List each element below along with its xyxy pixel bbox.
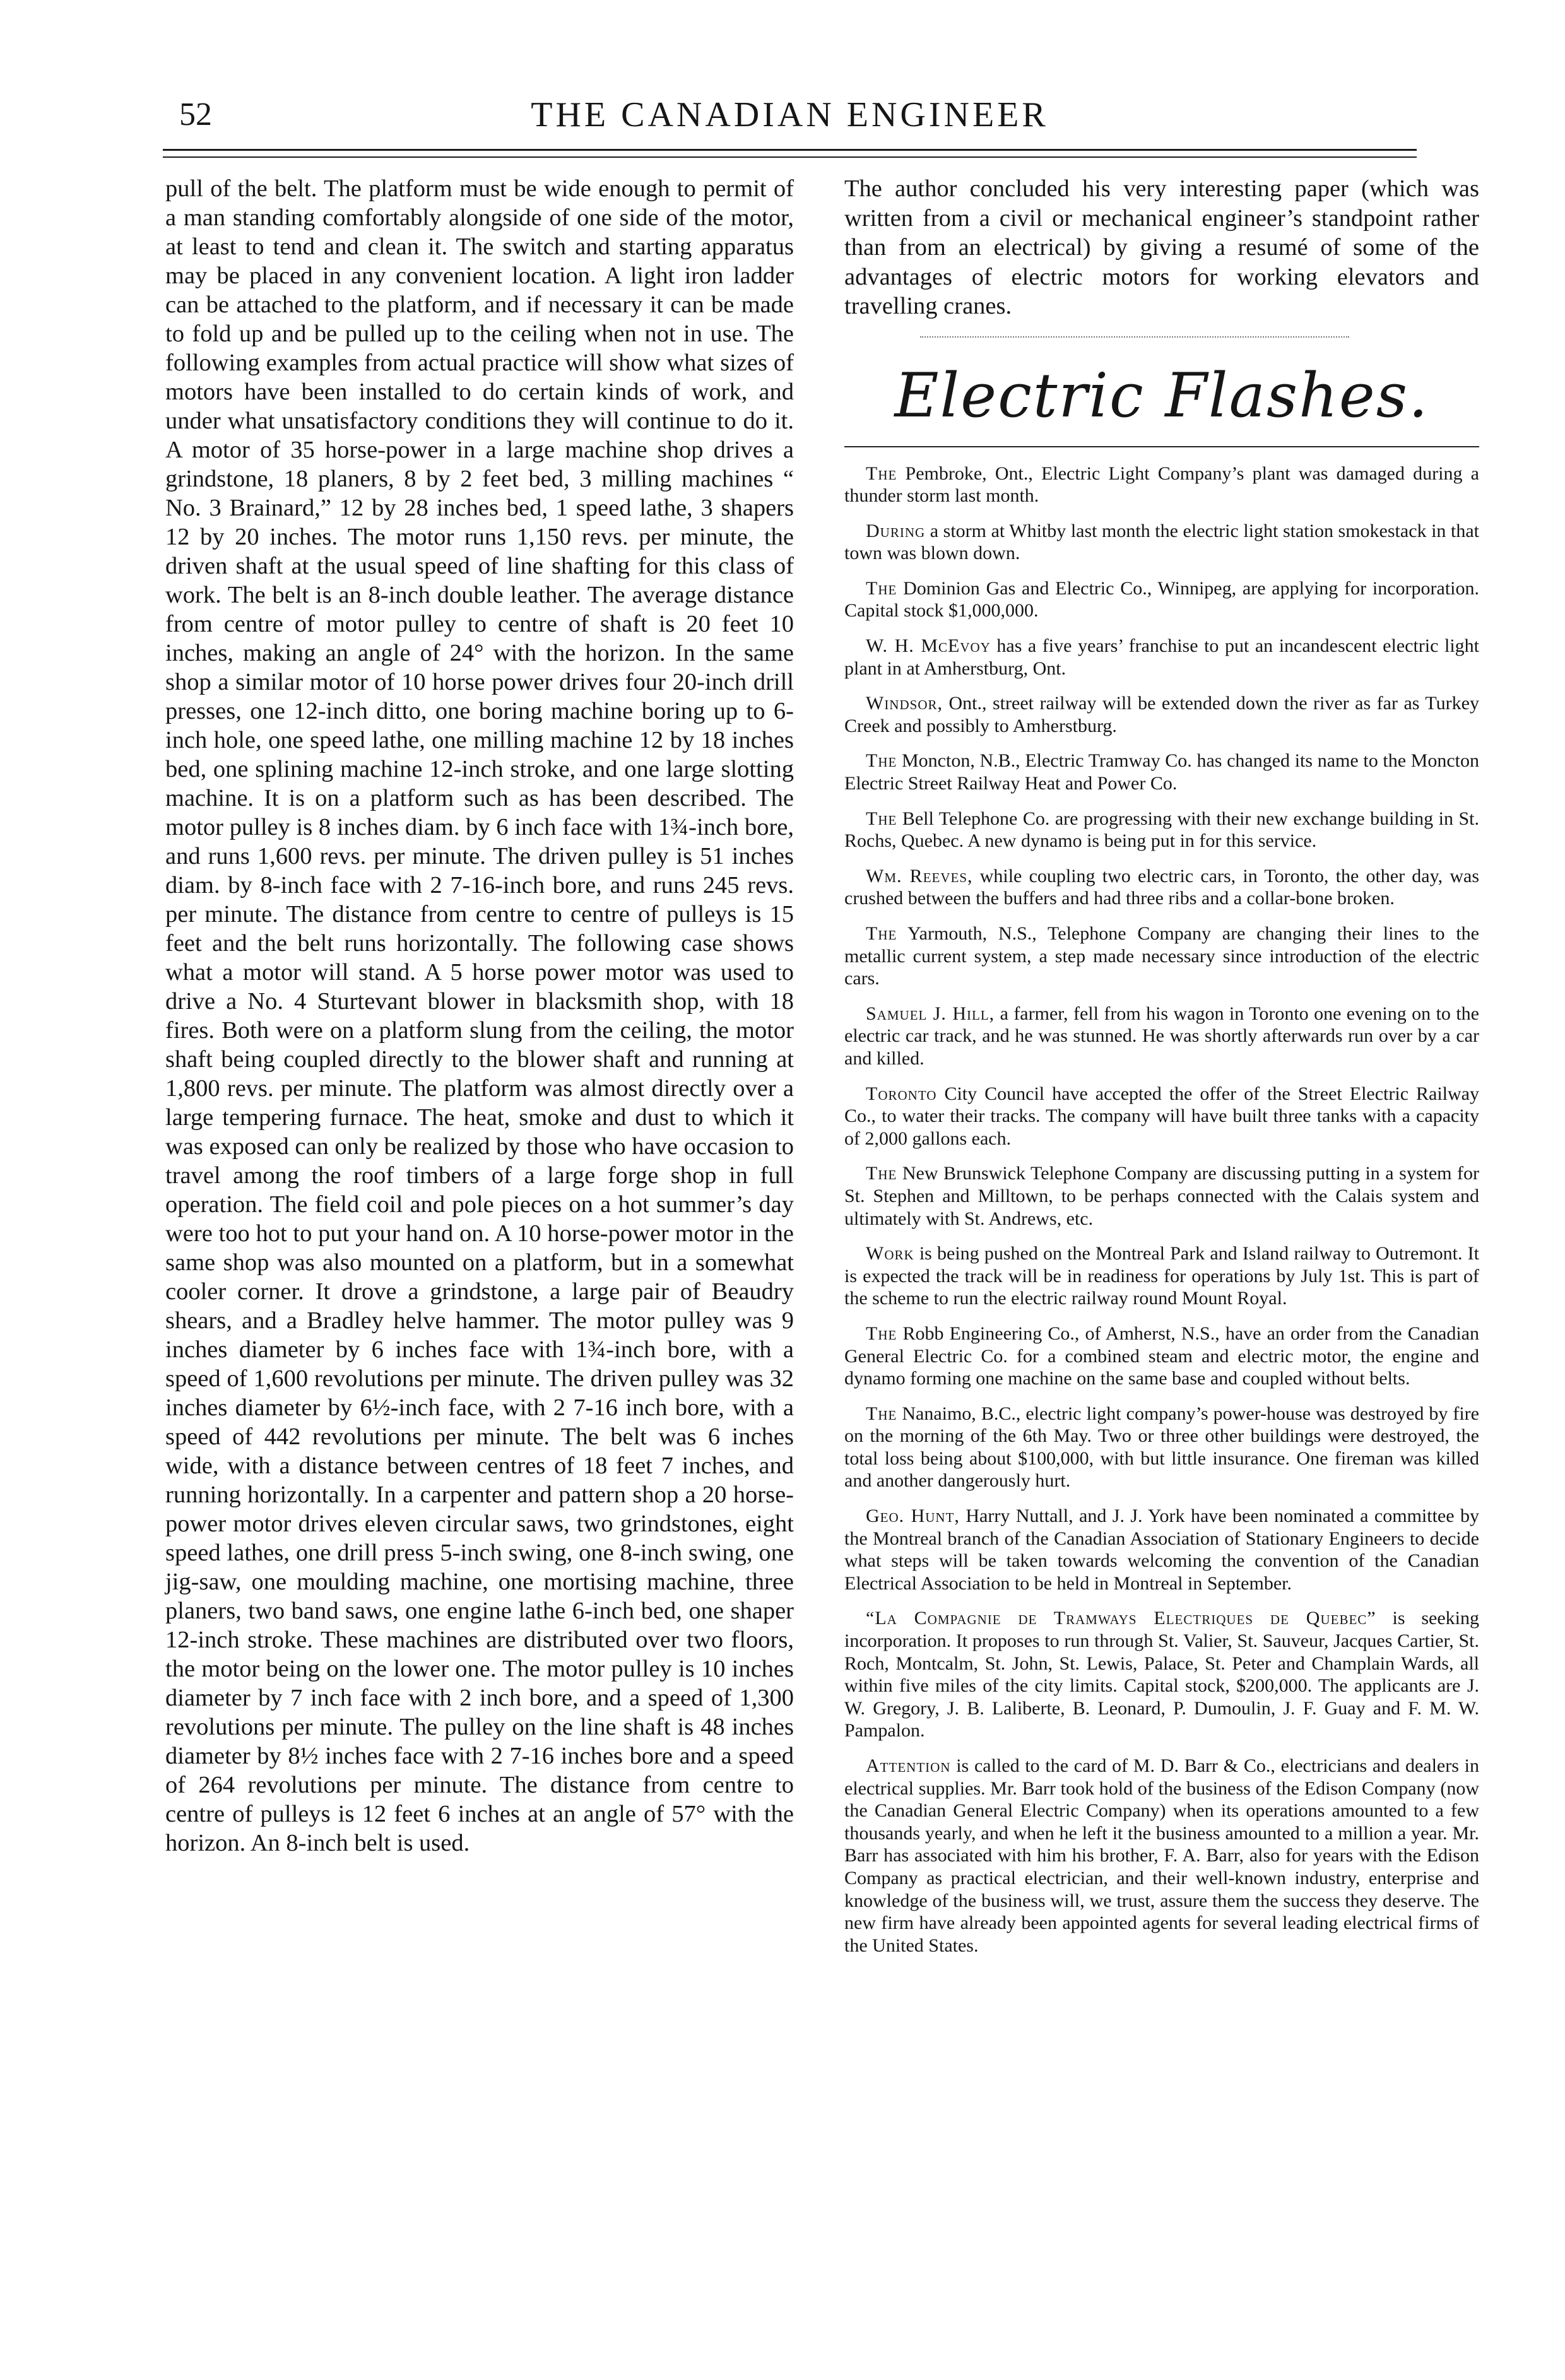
news-item-text: City Council have accepted the offer of the Street Electric Railway Co., to water their tracks. The company will have built three tanks with a capacity of 2,000 gallons each. (844, 1083, 1479, 1149)
news-item-lead: The (866, 750, 897, 772)
news-item-text: Ont., street railway will be extended down the river as far as Turkey Creek and possibly to Amherstburg. (844, 693, 1479, 736)
news-item-lead: Wm. Reeves, (866, 865, 973, 887)
news-item-lead: The (866, 462, 897, 484)
news-item-lead: The (866, 1403, 897, 1424)
news-item (844, 852, 1479, 910)
news-item-lead: Work (866, 1243, 914, 1264)
news-item-text: is being pushed on the Montreal Park and Island railway to Outremont. It is expected the track will be in readiness for operations by July 1st. This is part of the scheme to run the electric railway round Mount Royal. (844, 1243, 1479, 1309)
news-item (844, 990, 1479, 1070)
news-item-lead: Toronto (866, 1083, 937, 1104)
news-item-text: Pembroke, Ont., Electric Light Company’s plant was damaged during a thunder storm last month. (844, 462, 1479, 507)
news-item (844, 1230, 1479, 1310)
news-item-lead: The (866, 1323, 897, 1344)
news-item-lead: W. H. McEvoy (866, 635, 991, 657)
news-item (844, 795, 1479, 852)
section-title: Electric Flashes. (894, 360, 1429, 431)
news-item-lead: Geo. Hunt, (866, 1505, 960, 1527)
news-item (844, 622, 1479, 680)
page-header (163, 95, 1417, 145)
news-item-lead: The (866, 1163, 897, 1184)
news-item (844, 680, 1479, 737)
news-item-lead: Samuel J. Hill, (866, 1003, 995, 1024)
news-item (844, 910, 1479, 990)
news-item (844, 1492, 1479, 1594)
news-item-text: Harry Nuttall, and J. J. York have been nominated a committee by the Montreal branch of the Canadian Association of Stationary Engineers to decide what steps will be taken towards welcoming the convention of the Canadian Electrical Association to be held in Montreal in September. (844, 1505, 1479, 1594)
news-item-text: while coupling two electric cars, in Toronto, the other day, was crushed between the buffers and had three ribs and a collar-bone broken. (844, 865, 1480, 909)
news-item-text: has a five years’ franchise to put an incandescent electric light plant in at Amherstburg, Ont. (844, 635, 1479, 679)
news-item-lead: Attention (866, 1755, 951, 1776)
header-rule (163, 149, 1417, 151)
news-item-text: is called to the card of M. D. Barr & Co., electricians and dealers in electrical supplies. Mr. Barr took hold of the business of the Edison Company (now the Canadian General Electric Company) when its operations amounted to a few thousands yearly, and when he left it the business amounted to a million a year. Mr. Barr has associated with him his brother, F. A. Barr, also for years with the Edison Company as practical electrician, and their well-known industry, enterprise and knowledge of the business will, we trust, assure them the success they deserve. The new firm have already been appointed agents for several leading electrical firms of the United States. (844, 1755, 1479, 1956)
news-item (844, 737, 1479, 794)
news-item-text: Moncton, N.B., Electric Tramway Co. has changed its name to the Moncton Electric Street Railway Heat and Power Co. (844, 750, 1479, 794)
article-paragraph: pull of the belt. The platform must be wide enough to permit of a man standing comfortably alongside of one side of the motor, at least to tend and clean it. The switch and starting apparatus may be placed in any convenient location. A light iron ladder can be attached to the platform, and if necessary it can be made to fold up and be pulled up to the ceiling when not in use. The following examples from actual practice will show what sizes of motors have been installed to do certain kinds of work, and under what unsatisfactory conditions they will continue to do it. A motor of 35 horse-power in a large machine shop drives a grindstone, 18 planers, 8 by 2 feet bed, 3 milling machines “ No. 3 Brainard,” 12 by 28 inches bed, 1 speed lathe, 3 shapers 12 by 20 inches. The motor runs 1,150 revs. per minute, the driven shaft at the usual speed of line shafting for this class of work. The belt is an 8-inch double leather. The average distance from centre of motor pulley to centre of shaft is 20 feet 10 inches, making an angle of 24° with the horizon. In the same shop a similar motor of 10 horse power drives four 20-inch drill presses, one 12-inch ditto, one boring machine boring up to 6-inch hole, one speed lathe, one milling machine 12 by 18 inches bed, one splining machine 12-inch stroke, and one large slotting machine. It is on a platform such as has been described. The motor pulley is 8 inches diam. by 6 inch face with 1¾-inch bore, and runs 1,600 revs. per minute. The driven pulley is 51 inches diam. by 8-inch face with 2 7-16-inch bore, and runs 245 revs. per minute. The distance from centre to centre of pulleys is 15 feet and the belt runs horizontally. The following case shows what a motor will stand. A 5 horse power motor was used to drive a No. 4 Sturtevant blower in blacksmith shop, with 18 fires. Both were on a platform slung from the ceiling, the motor shaft being coupled directly to the blower shaft and running at 1,800 revs. per minute. The platform was almost directly over a large tempering furnace. The heat, smoke and dust to which it was exposed can only be realized by those who have occasion to travel among the roof timbers of a large forge shop in full operation. The field coil and pole pieces on a hot summer’s day were too hot to put your hand on. A 10 horse-power motor in the same shop was also mounted on a platform, but in a somewhat cooler corner. It drove a grindstone, a large pair of Beaudry shears, and a Bradley helve hammer. The motor pulley was 9 inches diameter by 6 inches face with 1¾-inch bore, with a speed of 1,600 revolutions per minute. The driven pulley was 32 inches diameter by 6½-inch face, with 2 7-16 inch bore, with a speed of 442 revolutions per minute. The belt was 6 inches wide, with a distance between centres of 18 feet 7 inches, and running horizontally. In a carpenter and pattern shop a 20 horse-power motor drives eleven circular saws, two grindstones, eight speed lathes, one drill press 5-inch swing, one 8-inch swing, one jig-saw, one moulding machine, one mortising machine, three planers, two band saws, one engine lathe 6-inch bed, one shaper 12-inch stroke. These machines are distributed over two floors, the motor being on the lower one. The motor pulley is 10 inches diameter by 7 inch face with 2 inch bore, and a speed of 1,300 revolutions per minute. The pulley on the line shaft is 48 inches diameter by 8½ inches face with 2 7-16 inches bore and a speed of 264 revolutions per minute. The distance from centre to centre of pulleys is 12 feet 6 inches at an angle of 57° with the horizon. An 8-inch belt is used. (165, 175, 794, 1856)
news-item-lead: The (866, 577, 897, 599)
dotted-divider (920, 336, 1349, 338)
news-item-text: a farmer, fell from his wagon in Toronto one evening on to the electric car track, and he was stunned. He was shortly afterwards run over by a car and killed. (844, 1003, 1479, 1069)
news-item-lead: Windsor, (866, 693, 943, 714)
page-number: 52 (179, 97, 212, 133)
news-item (844, 1310, 1479, 1390)
news-item-text: Bell Telephone Co. are progressing with their new exchange building in St. Rochs, Quebec. A new dynamo is being put in for this service. (844, 808, 1479, 852)
news-item-text: Yarmouth, N.S., Telephone Company are changing their lines to the metallic current system, a step made necessary since introduction of the electric cars. (844, 923, 1479, 989)
news-item-lead: The (866, 808, 897, 829)
header-rule-thin (163, 156, 1417, 158)
news-item-text: a storm at Whitby last month the electric light station smokestack in that town was blown down. (844, 520, 1479, 564)
news-item-text: Robb Engineering Co., of Amherst, N.S., have an order from the Canadian General Electric Co. for a combined steam and electric motor, the engine and dynamo forming one machine on the same base and coupled without belts. (844, 1323, 1479, 1389)
news-item (844, 507, 1479, 565)
magazine-title: THE CANADIAN ENGINEER (531, 95, 1049, 134)
news-item-lead: The (866, 923, 897, 944)
article-conclusion: The author concluded his very interesting paper (which was written from a civil or mechanical engineer’s standpoint rather than from an electrical) by giving a resumé of some of the advantages of electric motors for working elevators and travelling cranes. (844, 175, 1479, 319)
right-column (844, 174, 1479, 1957)
news-item-text: New Brunswick Telephone Company are discussing putting in a system for St. Stephen and Milltown, to be perhaps connected with the Calais system and ultimately with St. Andrews, etc. (844, 1163, 1479, 1229)
news-item-lead: “La Compagnie de Tramways Electriques de Quebec” (866, 1608, 1376, 1629)
news-item (844, 1390, 1479, 1492)
news-item (844, 1070, 1479, 1150)
news-item-text: Nanaimo, B.C., electric light company’s power-house was destroyed by fire on the morning of the 6th May. Two or three other buildings were destroyed, the total loss being about $100,000, with but little insurance. One fireman was killed and another dangerously hurt. (844, 1403, 1479, 1492)
news-item (844, 447, 1479, 507)
news-items (844, 447, 1479, 1957)
left-column (165, 174, 794, 1858)
news-item (844, 1150, 1479, 1230)
news-item-text: is seeking incorporation. It proposes to run through St. Valier, St. Sauveur, Jacques Cartier, St. Roch, Montcalm, St. John, St. Lewis, Palace, St. Peter and Champlain Wards, all within five miles of the city limits. Capital stock, $200,000. The applicants are J. W. Gregory, J. B. Laliberte, B. Leonard, P. Dumoulin, J. F. Guay and F. M. W. Pampalon. (844, 1608, 1479, 1741)
news-item (844, 1594, 1479, 1742)
news-item-text: Dominion Gas and Electric Co., Winnipeg, are applying for incorporation. Capital stock $1,000,000. (844, 577, 1479, 622)
news-item (844, 565, 1479, 622)
news-item (844, 1742, 1479, 1957)
news-item-lead: During (866, 520, 926, 541)
